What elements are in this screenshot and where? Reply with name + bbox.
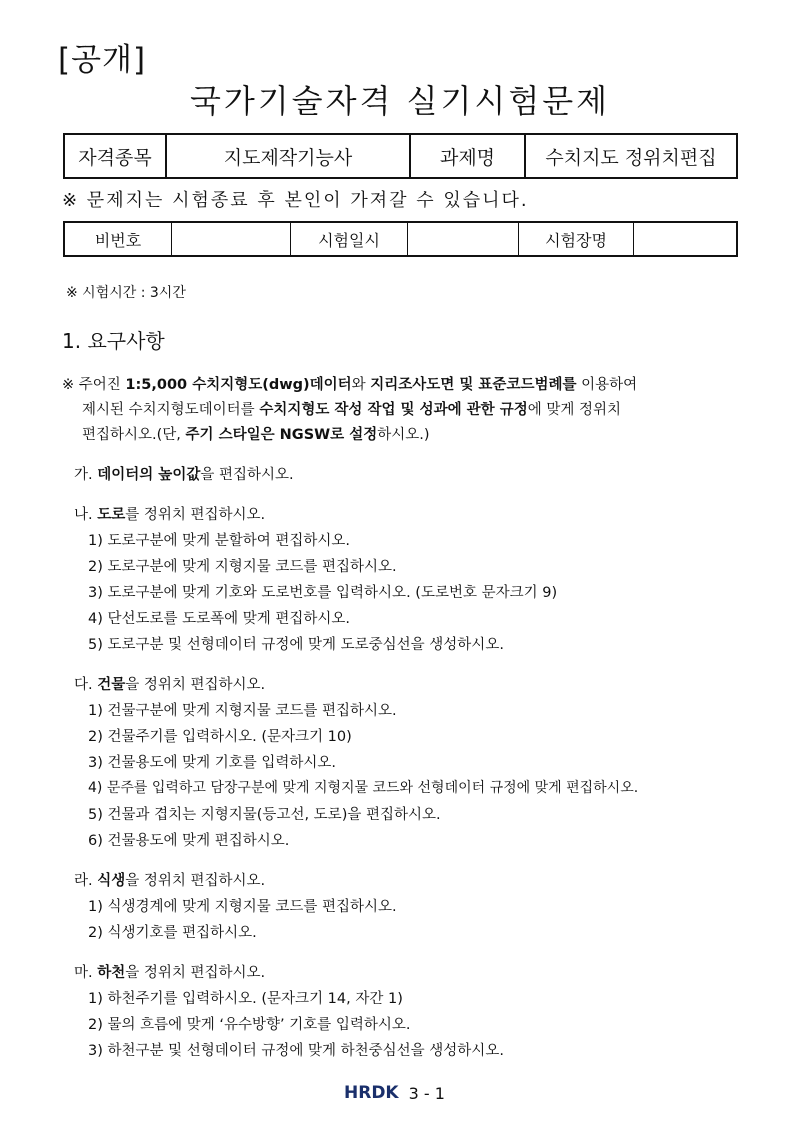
item-na-5: 5) 도로구분 및 선형데이터 규정에 맞게 도로중심선을 생성하시오. xyxy=(88,637,504,653)
item-ma: 마. 하천을 정위치 편집하시오. xyxy=(74,965,266,981)
item-ma-3: 3) 하천구분 및 선형데이터 규정에 맞게 하천중심선을 생성하시오. xyxy=(88,1043,504,1059)
exam-date-value xyxy=(408,222,519,256)
item-ma-1: 1) 하천주기를 입력하시오. (문자크기 14, 자간 1) xyxy=(88,991,403,1007)
item-na-1: 1) 도로구분에 맞게 분할하여 편집하시오. xyxy=(88,533,351,549)
item-na-4: 4) 단선도로를 도로폭에 맞게 편집하시오. xyxy=(88,611,351,627)
task-value: 수치지도 정위치편집 xyxy=(525,134,737,178)
document-title: 국가기술자격 실기시험문제 xyxy=(189,82,611,120)
section-title: 1. 요구사항 xyxy=(62,329,165,353)
item-ga: 가. 데이터의 높이값을 편집하시오. xyxy=(74,467,294,483)
page-number: 3 - 1 xyxy=(408,1083,445,1103)
task-label: 과제명 xyxy=(410,134,525,178)
item-na-2: 2) 도로구분에 맞게 지형지물 코드를 편집하시오. xyxy=(88,559,397,575)
hrdk-logo: HRDK xyxy=(344,1083,399,1103)
item-da-1: 1) 건물구분에 맞게 지형지물 코드를 편집하시오. xyxy=(88,703,397,719)
qualification-label: 자격종목 xyxy=(64,134,166,178)
exam-id-table xyxy=(63,221,738,257)
item-da-2: 2) 건물주기를 입력하시오. (문자크기 10) xyxy=(88,729,352,745)
item-ra-1: 1) 식생경계에 맞게 지형지물 코드를 편집하시오. xyxy=(88,899,397,915)
intro-line-2: 제시된 수치지형도데이터를 수치지형도 작성 작업 및 성과에 관한 규정에 맞게 정위치 xyxy=(82,402,621,418)
item-na-3: 3) 도로구분에 맞게 기호와 도로번호를 입력하시오. (도로번호 문자크기 9) xyxy=(88,585,558,601)
qualification-value: 지도제작기능사 xyxy=(166,134,410,178)
item-da-6: 6) 건물용도에 맞게 편집하시오. xyxy=(88,833,290,849)
item-ra: 라. 식생을 정위치 편집하시오. xyxy=(74,873,266,889)
exam-site-value xyxy=(634,222,738,256)
item-ma-2: 2) 물의 흐름에 맞게 ‘유수방향’ 기호를 입력하시오. xyxy=(88,1017,411,1033)
exam-time: ※ 시험시간 : 3시간 xyxy=(66,285,186,301)
item-ra-2: 2) 식생기호를 편집하시오. xyxy=(88,925,257,941)
page-footer xyxy=(344,1083,445,1103)
seat-number-value xyxy=(172,222,291,256)
item-da-5: 5) 건물과 겹치는 지형지물(등고선, 도로)을 편집하시오. xyxy=(88,807,441,823)
item-na: 나. 도로를 정위치 편집하시오. xyxy=(74,507,266,523)
exam-site-label: 시험장명 xyxy=(519,222,634,256)
public-tag: [공개] xyxy=(58,42,147,78)
exam-date-label: 시험일시 xyxy=(291,222,408,256)
seat-number-label: 비번호 xyxy=(64,222,172,256)
item-da-4: 4) 문주를 입력하고 담장구분에 맞게 지형지물 코드와 선형데이터 규정에 맞게 편집하시오. xyxy=(88,780,639,796)
item-da-3: 3) 건물용도에 맞게 기호를 입력하시오. xyxy=(88,755,337,771)
requirements-intro xyxy=(62,373,637,448)
intro-line-1: ※ 주어진 1:5,000 수치지형도(dwg)데이터와 지리조사도면 및 표준코드범례를 이용하여 xyxy=(62,377,638,393)
notice-text: ※ 문제지는 시험종료 후 본인이 가져갈 수 있습니다. xyxy=(62,190,529,211)
intro-line-3: 편집하시오.(단, 주기 스타일은 NGSW로 설정하시오.) xyxy=(82,427,430,443)
qualification-table xyxy=(63,133,738,179)
item-da: 다. 건물을 정위치 편집하시오. xyxy=(74,677,266,693)
